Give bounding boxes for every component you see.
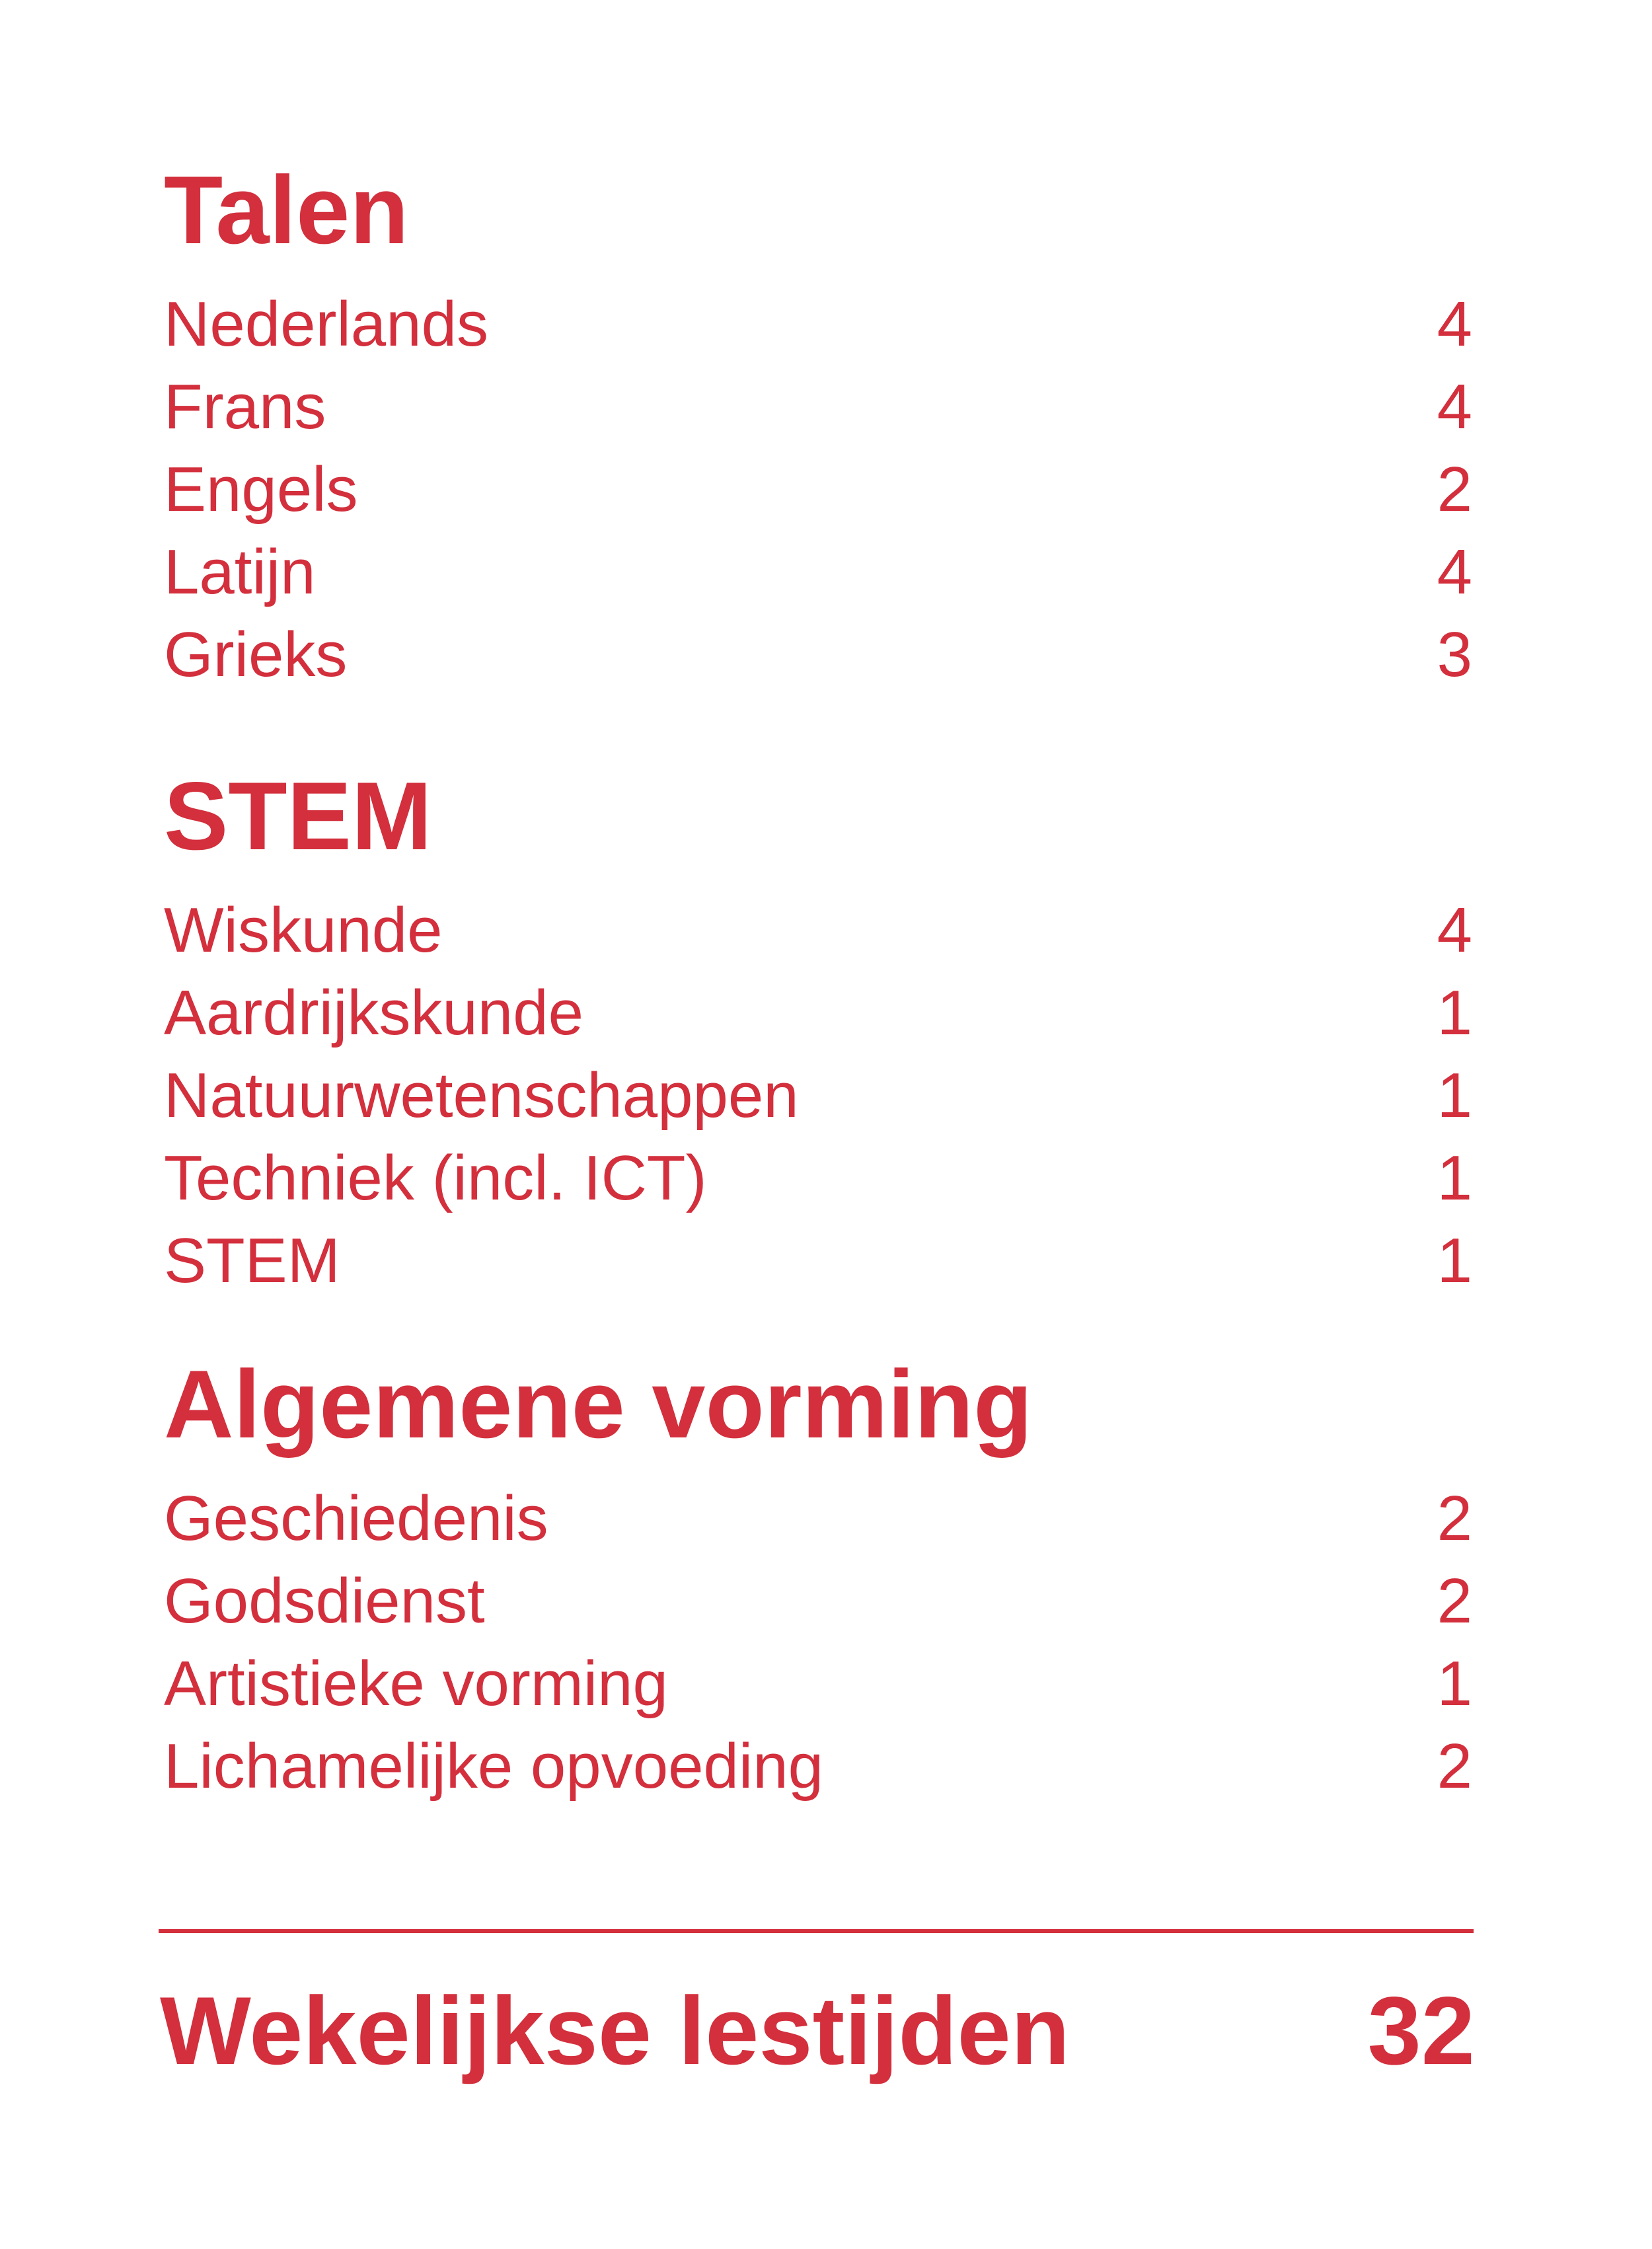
subject-row [164,894,1472,967]
subject-hours: 4 [1437,289,1472,360]
subject-label: Engels [164,454,358,525]
subject-row [164,453,1472,526]
section-heading-talen: Talen [164,156,409,264]
subject-hours: 2 [1437,1731,1472,1802]
subject-label: Techniek (incl. ICT) [164,1143,707,1213]
subject-label: Grieks [164,619,348,690]
subject-hours: 2 [1437,454,1472,525]
subject-row [164,1648,1472,1720]
subject-row [164,619,1472,691]
subject-hours: 3 [1437,619,1472,690]
subject-hours: 2 [1437,1483,1472,1554]
subject-row [164,288,1472,361]
subject-hours: 1 [1437,1225,1472,1296]
section-heading-stem: STEM [164,762,432,870]
total-value: 32 [1367,1977,1475,2084]
subject-row [164,1059,1472,1132]
subject-row [164,1565,1472,1638]
subject-label: Lichamelijke opvoeding [164,1731,823,1802]
subject-row [164,536,1472,609]
subject-row [164,371,1472,443]
total-row [160,1977,1475,2084]
subject-row [164,977,1472,1049]
subject-label: Artistieke vorming [164,1648,668,1719]
subject-row [164,1142,1472,1215]
subject-row [164,1730,1472,1803]
subject-label: Nederlands [164,289,488,360]
total-divider [159,1929,1474,1933]
section-heading-algemene-vorming: Algemene vorming [164,1350,1033,1458]
subject-hours: 1 [1437,977,1472,1048]
subject-hours: 2 [1437,1566,1472,1636]
subject-label: Frans [164,371,326,442]
total-label: Wekelijkse lestijden [160,1977,1070,2084]
subject-row [164,1225,1472,1297]
subject-hours: 4 [1437,537,1472,607]
subject-hours: 1 [1437,1648,1472,1719]
subject-label: Wiskunde [164,895,443,966]
subject-row [164,1482,1472,1555]
subject-hours: 4 [1437,371,1472,442]
subject-label: Latijn [164,537,316,607]
subject-label: Geschiedenis [164,1483,548,1554]
subject-hours: 1 [1437,1143,1472,1213]
subject-label: Godsdienst [164,1566,485,1636]
subject-label: Aardrijkskunde [164,977,583,1048]
subject-label: STEM [164,1225,340,1296]
subject-hours: 4 [1437,895,1472,966]
subject-hours: 1 [1437,1060,1472,1131]
subject-label: Natuurwetenschappen [164,1060,799,1131]
